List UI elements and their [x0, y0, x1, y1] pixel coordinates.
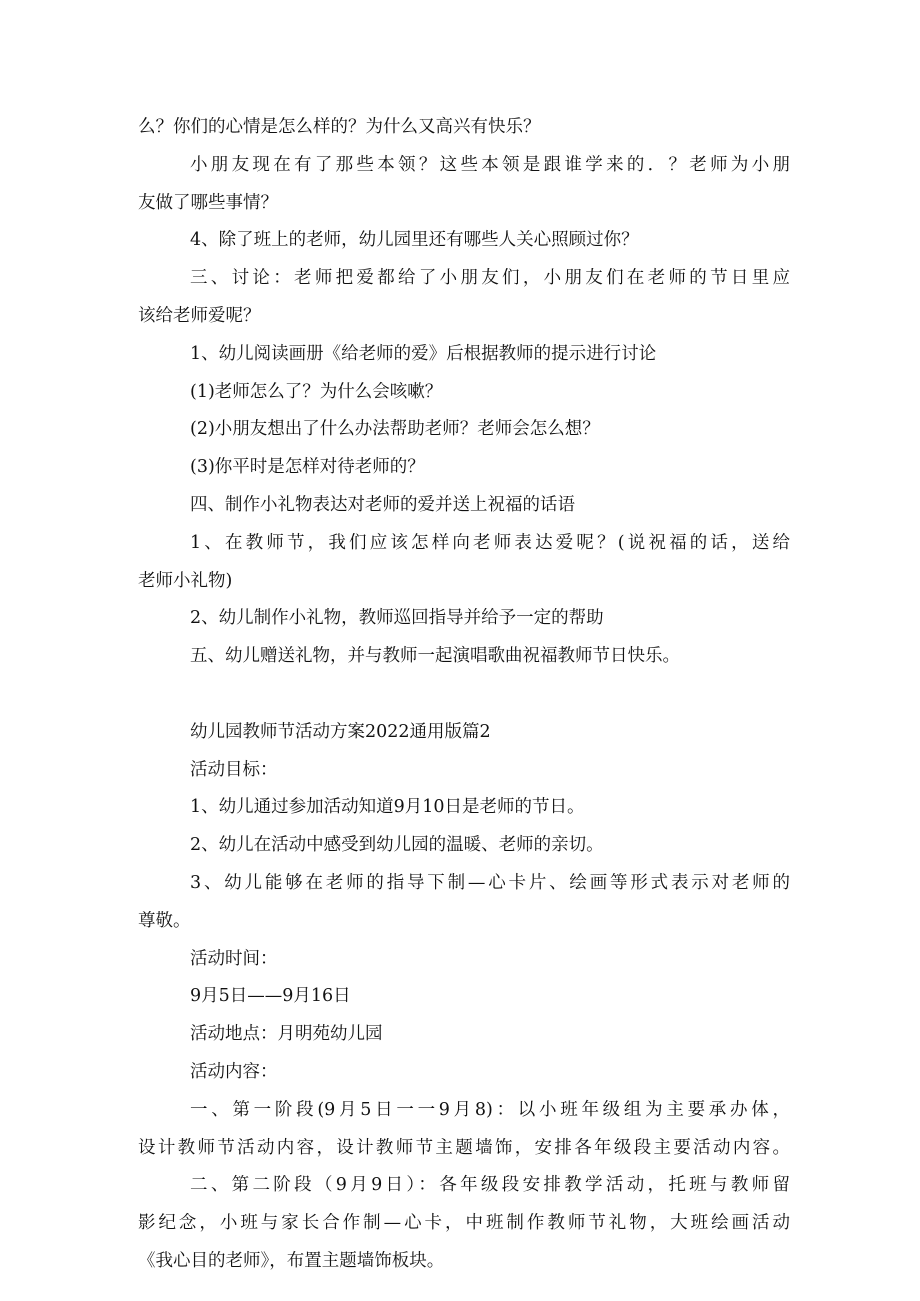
paragraph-line: 《我心目的老师》，布置主题墙饰板块。 — [138, 1250, 445, 1271]
paragraph-line: 么？你们的心情是怎么样的？为什么又高兴有快乐？ — [138, 117, 541, 137]
paragraph-line: 二、第二阶段（9月9日）：各年级段安排教学活动，托班与教师留 — [190, 1175, 790, 1196]
paragraph-line: 活动时间： — [190, 948, 278, 969]
paragraph-line: 9月5日——9月16日 — [190, 986, 351, 1007]
paragraph-line: 1、在教师节，我们应该怎样向老师表达爱呢？(说祝福的话，送给 — [190, 532, 790, 553]
blank-line — [138, 682, 790, 707]
paragraph-line: 1、幼儿通过参加活动知道9月10日是老师的节日。 — [190, 797, 585, 818]
paragraph-line: 设计教师节活动内容，设计教师节主题墙饰，安排各年级段主要活动内容。 — [138, 1137, 790, 1158]
paragraph-line: 四、制作小礼物表达对老师的爱并送上祝福的话语 — [190, 494, 575, 515]
paragraph-line: 活动地点：月明苑幼儿园 — [190, 1024, 383, 1045]
paragraph-line: 1、幼儿阅读画册《给老师的爱》后根据教师的提示进行讨论 — [190, 343, 657, 364]
paragraph-line: 幼儿园教师节活动方案2022通用版篇2 — [190, 721, 491, 742]
paragraph-line: 友做了哪些事情？ — [138, 192, 278, 213]
paragraph-line: 3、幼儿能够在老师的指导下制—心卡片、绘画等形式表示对老师的 — [190, 872, 790, 893]
document-body — [138, 115, 790, 1287]
paragraph-line: (2)小朋友想出了什么办法帮助老师？老师会怎么想？ — [190, 419, 600, 440]
paragraph-line: (3)你平时是怎样对待老师的？ — [190, 457, 425, 478]
paragraph-line: 一、第一阶段(9月5日一一9月8)：以小班年级组为主要承办体， — [190, 1099, 790, 1120]
paragraph-line: 2、幼儿在活动中感受到幼儿园的温暖、老师的亲切。 — [190, 835, 604, 856]
paragraph-line: 老师小礼物) — [138, 570, 233, 591]
paragraph-line: 该给老师爱呢？ — [138, 305, 261, 326]
paragraph-line: (1)老师怎么了？为什么会咳嗽？ — [190, 381, 443, 402]
paragraph-line: 三、讨论：老师把爱都给了小朋友们，小朋友们在老师的节日里应 — [190, 268, 790, 289]
paragraph-line: 尊敬。 — [138, 910, 191, 931]
paragraph-line: 活动内容： — [190, 1061, 278, 1082]
paragraph-line: 影纪念，小班与家长合作制—心卡，中班制作教师节礼物，大班绘画活动 — [138, 1213, 790, 1234]
paragraph-line: 4、除了班上的老师，幼儿园里还有哪些人关心照顾过你？ — [190, 230, 639, 251]
paragraph-line: 2、幼儿制作小礼物，教师巡回指导并给予一定的帮助 — [190, 608, 604, 629]
paragraph-line: 小朋友现在有了那些本领？这些本领是跟谁学来的．？老师为小朋 — [190, 154, 790, 175]
paragraph-line: 五、幼儿赠送礼物，并与教师一起演唱歌曲祝福教师节日快乐。 — [190, 646, 680, 667]
paragraph-line: 活动目标： — [190, 759, 278, 780]
